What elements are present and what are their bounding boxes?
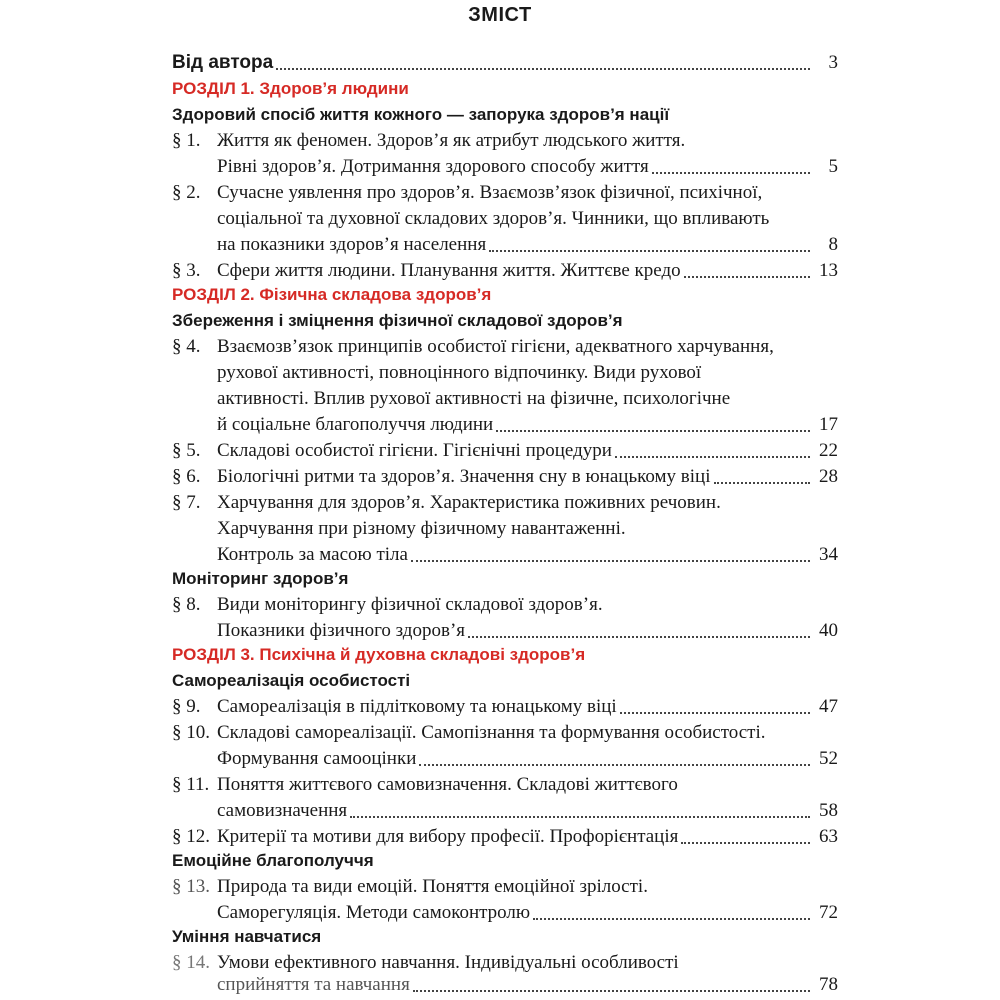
entry-text: Показники фізичного здоров’я	[217, 620, 466, 641]
section-heading-2: РОЗДІЛ 2. Фізична складова здоров’я	[172, 285, 492, 304]
section-heading-1: РОЗДІЛ 1. Здоров’я людини	[172, 79, 409, 98]
entry-line: Природа та види емоцій. Поняття емоційної зрілості.	[217, 876, 648, 897]
page-number: 3	[828, 52, 838, 73]
entry-text: на показники здоров’я населення	[217, 234, 487, 255]
toc-entry-9[interactable]	[217, 694, 814, 720]
subheading-6: Уміння навчатися	[172, 927, 322, 946]
toc-entry-4[interactable]	[217, 412, 814, 438]
page-number: 47	[819, 696, 838, 717]
page-title: ЗМІСТ	[468, 4, 532, 26]
section-heading-3: РОЗДІЛ 3. Психічна й духовна складові здоров’я	[172, 645, 586, 664]
leader-dots	[652, 172, 810, 174]
page-number: 5	[828, 156, 838, 177]
page-number: 13	[819, 260, 838, 281]
toc-entry-1[interactable]	[217, 154, 814, 180]
entry-text: Самореалізація в підлітковому та юнацькому віці	[217, 696, 617, 717]
leader-dots	[684, 276, 810, 278]
toc-entry-author[interactable]	[172, 50, 814, 76]
leader-dots	[468, 636, 810, 638]
entry-line: Харчування при різному фізичному навантаженні.	[217, 518, 626, 539]
paragraph-number: § 14.	[172, 952, 210, 973]
paragraph-number: § 9.	[172, 696, 201, 717]
subheading-3: Моніторинг здоров’я	[172, 569, 349, 588]
entry-text: Від автора	[172, 52, 274, 73]
toc-entry-3[interactable]	[217, 258, 814, 284]
paragraph-number: § 13.	[172, 876, 210, 897]
leader-dots	[419, 764, 810, 766]
entry-text: Контроль за масою тіла	[217, 544, 408, 565]
leader-dots	[714, 482, 811, 484]
toc-entry-8[interactable]	[217, 618, 814, 644]
entry-text: Складові особистої гігієни. Гігієнічні процедури	[217, 440, 612, 461]
entry-line: активності. Вплив рухової активності на фізичне, психологічне	[217, 388, 731, 409]
entry-line: Поняття життєвого самовизначення. Складові життєвого	[217, 774, 678, 795]
leader-dots	[496, 430, 810, 432]
entry-line: Життя як феномен. Здоров’я як атрибут людського життя.	[217, 130, 686, 151]
paragraph-number: § 12.	[172, 826, 210, 847]
toc-entry-14[interactable]	[217, 972, 814, 998]
paragraph-number: § 10.	[172, 722, 210, 743]
entry-text: Критерії та мотиви для вибору професії. Профорієнтація	[217, 826, 679, 847]
leader-dots	[276, 68, 810, 70]
entry-text: Саморегуляція. Методи самоконтролю	[217, 902, 531, 923]
paragraph-number: § 3.	[172, 260, 201, 281]
paragraph-number: § 8.	[172, 594, 201, 615]
leader-dots	[413, 990, 810, 992]
paragraph-number: § 5.	[172, 440, 201, 461]
entry-line: Умови ефективного навчання. Індивідуальні особливості	[217, 952, 679, 973]
paragraph-number: § 1.	[172, 130, 201, 151]
toc-entry-6[interactable]	[217, 464, 814, 490]
entry-text: Формування самооцінки	[217, 748, 417, 769]
toc-entry-10[interactable]	[217, 746, 814, 772]
leader-dots	[489, 250, 810, 252]
toc-entry-5[interactable]	[217, 438, 814, 464]
toc-entry-2[interactable]	[217, 232, 814, 258]
subheading-1: Здоровий спосіб життя кожного — запорука здоров’я нації	[172, 105, 670, 124]
entry-line: Сучасне уявлення про здоров’я. Взаємозв’язок фізичної, психічної,	[217, 182, 763, 203]
paragraph-number: § 2.	[172, 182, 201, 203]
leader-dots	[350, 816, 810, 818]
page-number: 17	[819, 414, 838, 435]
subheading-2: Збереження і зміцнення фізичної складової здоров’я	[172, 311, 623, 330]
entry-line: Види моніторингу фізичної складової здоров’я.	[217, 594, 603, 615]
subheading-5: Емоційне благополуччя	[172, 851, 374, 870]
page-number: 78	[819, 974, 838, 995]
page-number: 63	[819, 826, 838, 847]
leader-dots	[681, 842, 810, 844]
entry-line: Харчування для здоров’я. Характеристика поживних речовин.	[217, 492, 721, 513]
page-number: 58	[819, 800, 838, 821]
entry-line: Складові самореалізації. Самопізнання та формування особистості.	[217, 722, 766, 743]
entry-text: Біологічні ритми та здоров’я. Значення сну в юнацькому віці	[217, 466, 711, 487]
subheading-4: Самореалізація особистості	[172, 671, 411, 690]
leader-dots	[620, 712, 810, 714]
leader-dots	[615, 456, 810, 458]
entry-line: соціальної та духовної складових здоров’я. Чинники, що впливають	[217, 208, 770, 229]
leader-dots	[411, 560, 810, 562]
toc-entry-11[interactable]	[217, 798, 814, 824]
page-number: 22	[819, 440, 838, 461]
paragraph-number: § 4.	[172, 336, 201, 357]
page-number: 28	[819, 466, 838, 487]
toc-entry-13[interactable]	[217, 900, 814, 926]
page-number: 52	[819, 748, 838, 769]
paragraph-number: § 7.	[172, 492, 201, 513]
page-number: 8	[828, 234, 838, 255]
toc-entry-12[interactable]	[217, 824, 814, 850]
entry-text: самовизначення	[217, 800, 348, 821]
entry-text: Рівні здоров’я. Дотримання здорового способу життя	[217, 156, 649, 177]
paragraph-number: § 11.	[172, 774, 210, 795]
entry-text: й соціальне благополуччя людини	[217, 414, 494, 435]
page-number: 34	[819, 544, 838, 565]
entry-text: сприйняття та навчання	[217, 974, 410, 995]
toc-entry-7[interactable]	[217, 542, 814, 568]
entry-text: Сфери життя людини. Планування життя. Життєве кредо	[217, 260, 681, 281]
paragraph-number: § 6.	[172, 466, 201, 487]
page-number: 72	[819, 902, 838, 923]
leader-dots	[533, 918, 810, 920]
entry-line: рухової активності, повноцінного відпочинку. Види рухової	[217, 362, 702, 383]
entry-line: Взаємозв’язок принципів особистої гігієни, адекватного харчування,	[217, 336, 774, 357]
page-number: 40	[819, 620, 838, 641]
